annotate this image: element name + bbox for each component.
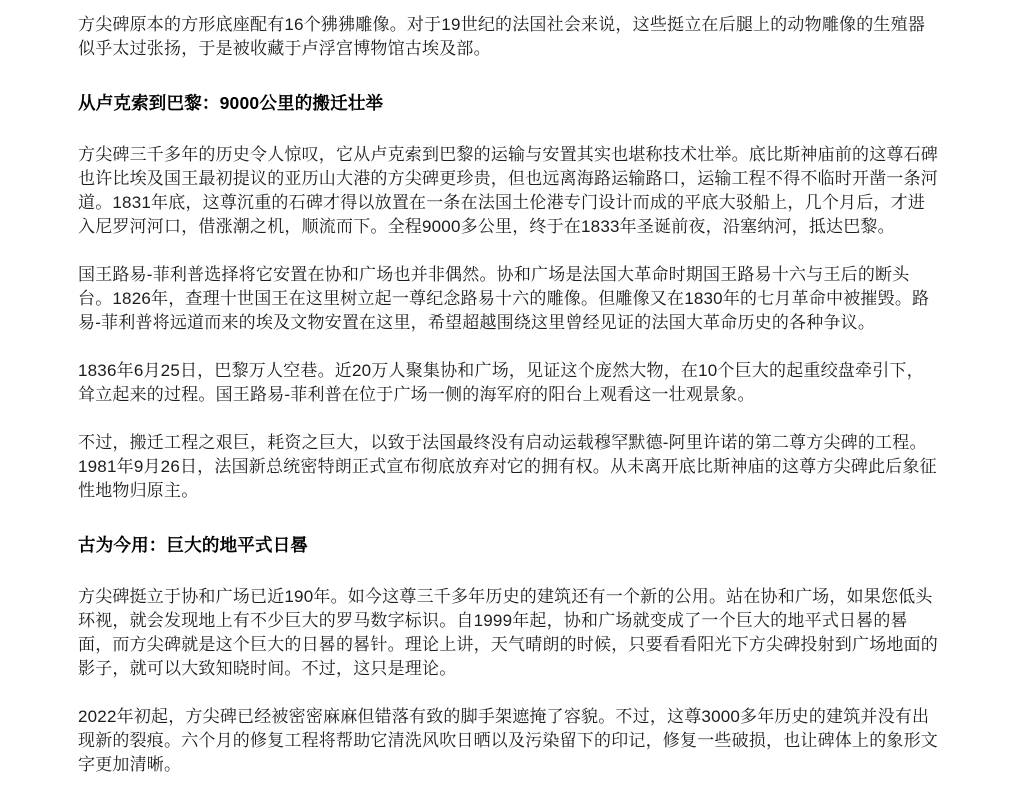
paragraph-restoration-2022: 2022年初起，方尖碑已经被密密麻麻但错落有致的脚手架遮掩了容貌。不过，这尊3000多年历史的建筑并没有出现新的裂痕。六个月的修复工程将帮助它清洗风吹日晒以及污染留下的印记，修复一些破损，也让碑体上的象形文字更加清晰。 <box>78 707 938 774</box>
section-heading-sundial: 古为今用：巨大的地平式日晷 <box>78 535 309 555</box>
paragraph-sundial-function: 方尖碑挺立于协和广场已近190年。如今这尊三千多年历史的建筑还有一个新的公用。站在协和广场，如果您低头环视，就会发现地上有不少巨大的罗马数字标识。自1999年起，协和广场就变成了一个巨大的地平式日晷的晷面，而方尖碑就是这个巨大的日晷的晷针。理论上讲，天气晴朗的时候，只要看看阳光下方尖碑投射到广场地面的影子，就可以大致知晓时间。不过，这只是理论。 <box>78 587 938 678</box>
paragraph-transport-journey: 方尖碑三千多年的历史令人惊叹，它从卢克索到巴黎的运输与安置其实也堪称技术壮举。底比斯神庙前的这尊石碑也许比埃及国王最初提议的亚历山大港的方尖碑更珍贵，但也远离海路运输路口，运输工程不得不临时开凿一条河道。1831年底，这尊沉重的石碑才得以放置在一条在法国土伦港专门设计而成的平底大驳船上，几个月后，才进入尼罗河河口，借涨潮之机，顺流而下。全程9000多公里，终于在1833年圣诞前夜，沿塞纳河，抵达巴黎。 <box>78 145 938 236</box>
paragraph-place-de-la-concorde-choice: 国王路易-菲利普选择将它安置在协和广场也并非偶然。协和广场是法国大革命时期国王路易十六与王后的断头台。1826年，查理十世国王在这里树立起一尊纪念路易十六的雕像。但雕像又在1830年的七月革命中被摧毁。路易-菲利普将远道而来的埃及文物安置在这里，希望超越围绕这里曾经见证的法国大革命历史的各种争议。 <box>78 265 930 332</box>
section-heading-luxor-to-paris: 从卢克索到巴黎：9000公里的搬迁壮举 <box>78 93 384 113</box>
paragraph-erection-1836: 1836年6月25日，巴黎万人空巷。近20万人聚集协和广场，见证这个庞然大物，在10个巨大的起重绞盘牵引下，耸立起来的过程。国王路易-菲利普在位于广场一侧的海军府的阳台上观看这一壮观景象。 <box>78 361 924 404</box>
paragraph-baboons: 方尖碑原本的方形底座配有16个狒狒雕像。对于19世纪的法国社会来说，这些挺立在后腿上的动物雕像的生殖器似乎太过张扬，于是被收藏于卢浮宫博物馆古埃及部。 <box>78 15 926 58</box>
paragraph-second-obelisk-renounced: 不过，搬迁工程之艰巨，耗资之巨大，以致于法国最终没有启动运载穆罕默德-阿里许诺的第二尊方尖碑的工程。1981年9月26日，法国新总统密特朗正式宣布彻底放弃对它的拥有权。从未离开底比斯神庙的这尊方尖碑此后象征性地物归原主。 <box>78 433 937 500</box>
